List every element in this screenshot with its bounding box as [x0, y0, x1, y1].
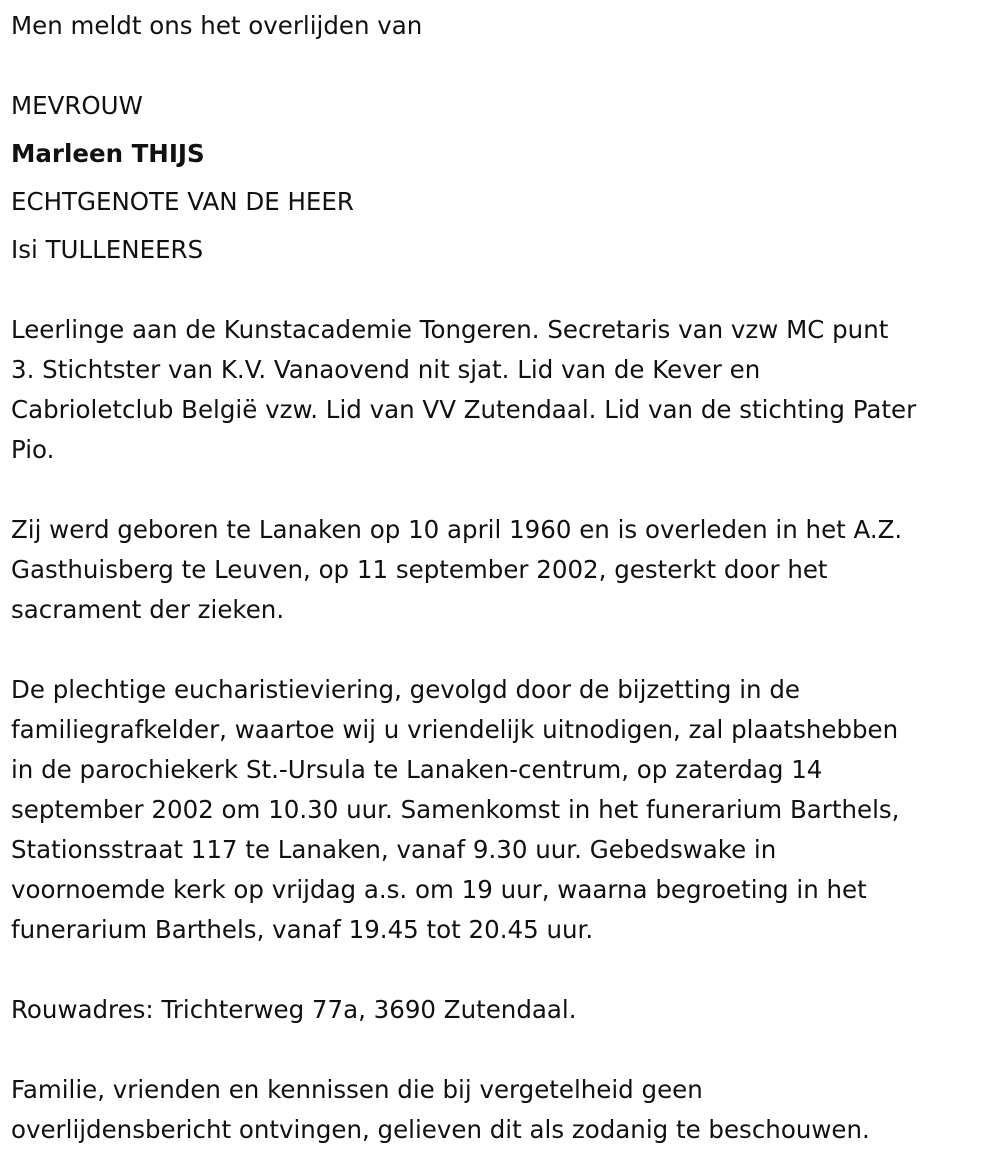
paragraph-line: Leerlinge aan de Kunstacademie Tongeren. Secretaris van vzw MC punt	[11, 315, 889, 344]
birth-death-paragraph	[11, 510, 996, 630]
paragraph-line: sacrament der zieken.	[11, 595, 285, 624]
address-paragraph	[11, 990, 996, 1030]
paragraph-line: Gasthuisberg te Leuven, op 11 september 2002, gesterkt door het	[11, 555, 828, 584]
paragraph-line: Zij werd geboren te Lanaken op 10 april 1960 en is overleden in het A.Z.	[11, 515, 903, 544]
spouse-name: Isi TULLENEERS	[11, 235, 204, 264]
intro-text: Men meldt ons het overlijden van	[11, 11, 423, 40]
paragraph-line: voornoemde kerk op vrijdag a.s. om 19 uur, waarna begroeting in het	[11, 875, 867, 904]
paragraph-line: september 2002 om 10.30 uur. Samenkomst in het funerarium Barthels,	[11, 795, 900, 824]
death-notice	[11, 6, 996, 1150]
ceremony-paragraph	[11, 670, 996, 950]
paragraph-line: familiegrafkelder, waartoe wij u vriendelijk uitnodigen, zal plaatshebben	[11, 715, 899, 744]
paragraph-line: 3. Stichtster van K.V. Vanaovend nit sjat. Lid van de Kever en	[11, 355, 761, 384]
paragraph-line: in de parochiekerk St.-Ursula te Lanaken-centrum, op zaterdag 14	[11, 755, 823, 784]
spacer	[11, 222, 996, 230]
paragraph-line: Cabrioletclub België vzw. Lid van VV Zutendaal. Lid van de stichting Pater	[11, 395, 917, 424]
spacer	[11, 174, 996, 182]
paragraph-line: Stationsstraat 117 te Lanaken, vanaf 9.30 uur. Gebedswake in	[11, 835, 777, 864]
paragraph-line: Pio.	[11, 435, 55, 464]
closing-paragraph	[11, 1070, 996, 1150]
paragraph-line: De plechtige eucharistieviering, gevolgd door de bijzetting in de	[11, 675, 800, 704]
paragraph-line: Familie, vrienden en kennissen die bij vergetelheid geen	[11, 1075, 703, 1104]
spacer	[11, 126, 996, 134]
spacer	[11, 46, 996, 86]
paragraph-line: Rouwadres: Trichterweg 77a, 3690 Zutendaal.	[11, 995, 577, 1024]
memberships-paragraph	[11, 310, 996, 470]
deceased-name: Marleen THIJS	[11, 139, 205, 168]
paragraph-line: funerarium Barthels, vanaf 19.45 tot 20.45 uur.	[11, 915, 594, 944]
salutation: MEVROUW	[11, 91, 143, 120]
relation-text: ECHTGENOTE VAN DE HEER	[11, 187, 354, 216]
paragraph-line: overlijdensbericht ontvingen, gelieven dit als zodanig te beschouwen.	[11, 1115, 870, 1144]
